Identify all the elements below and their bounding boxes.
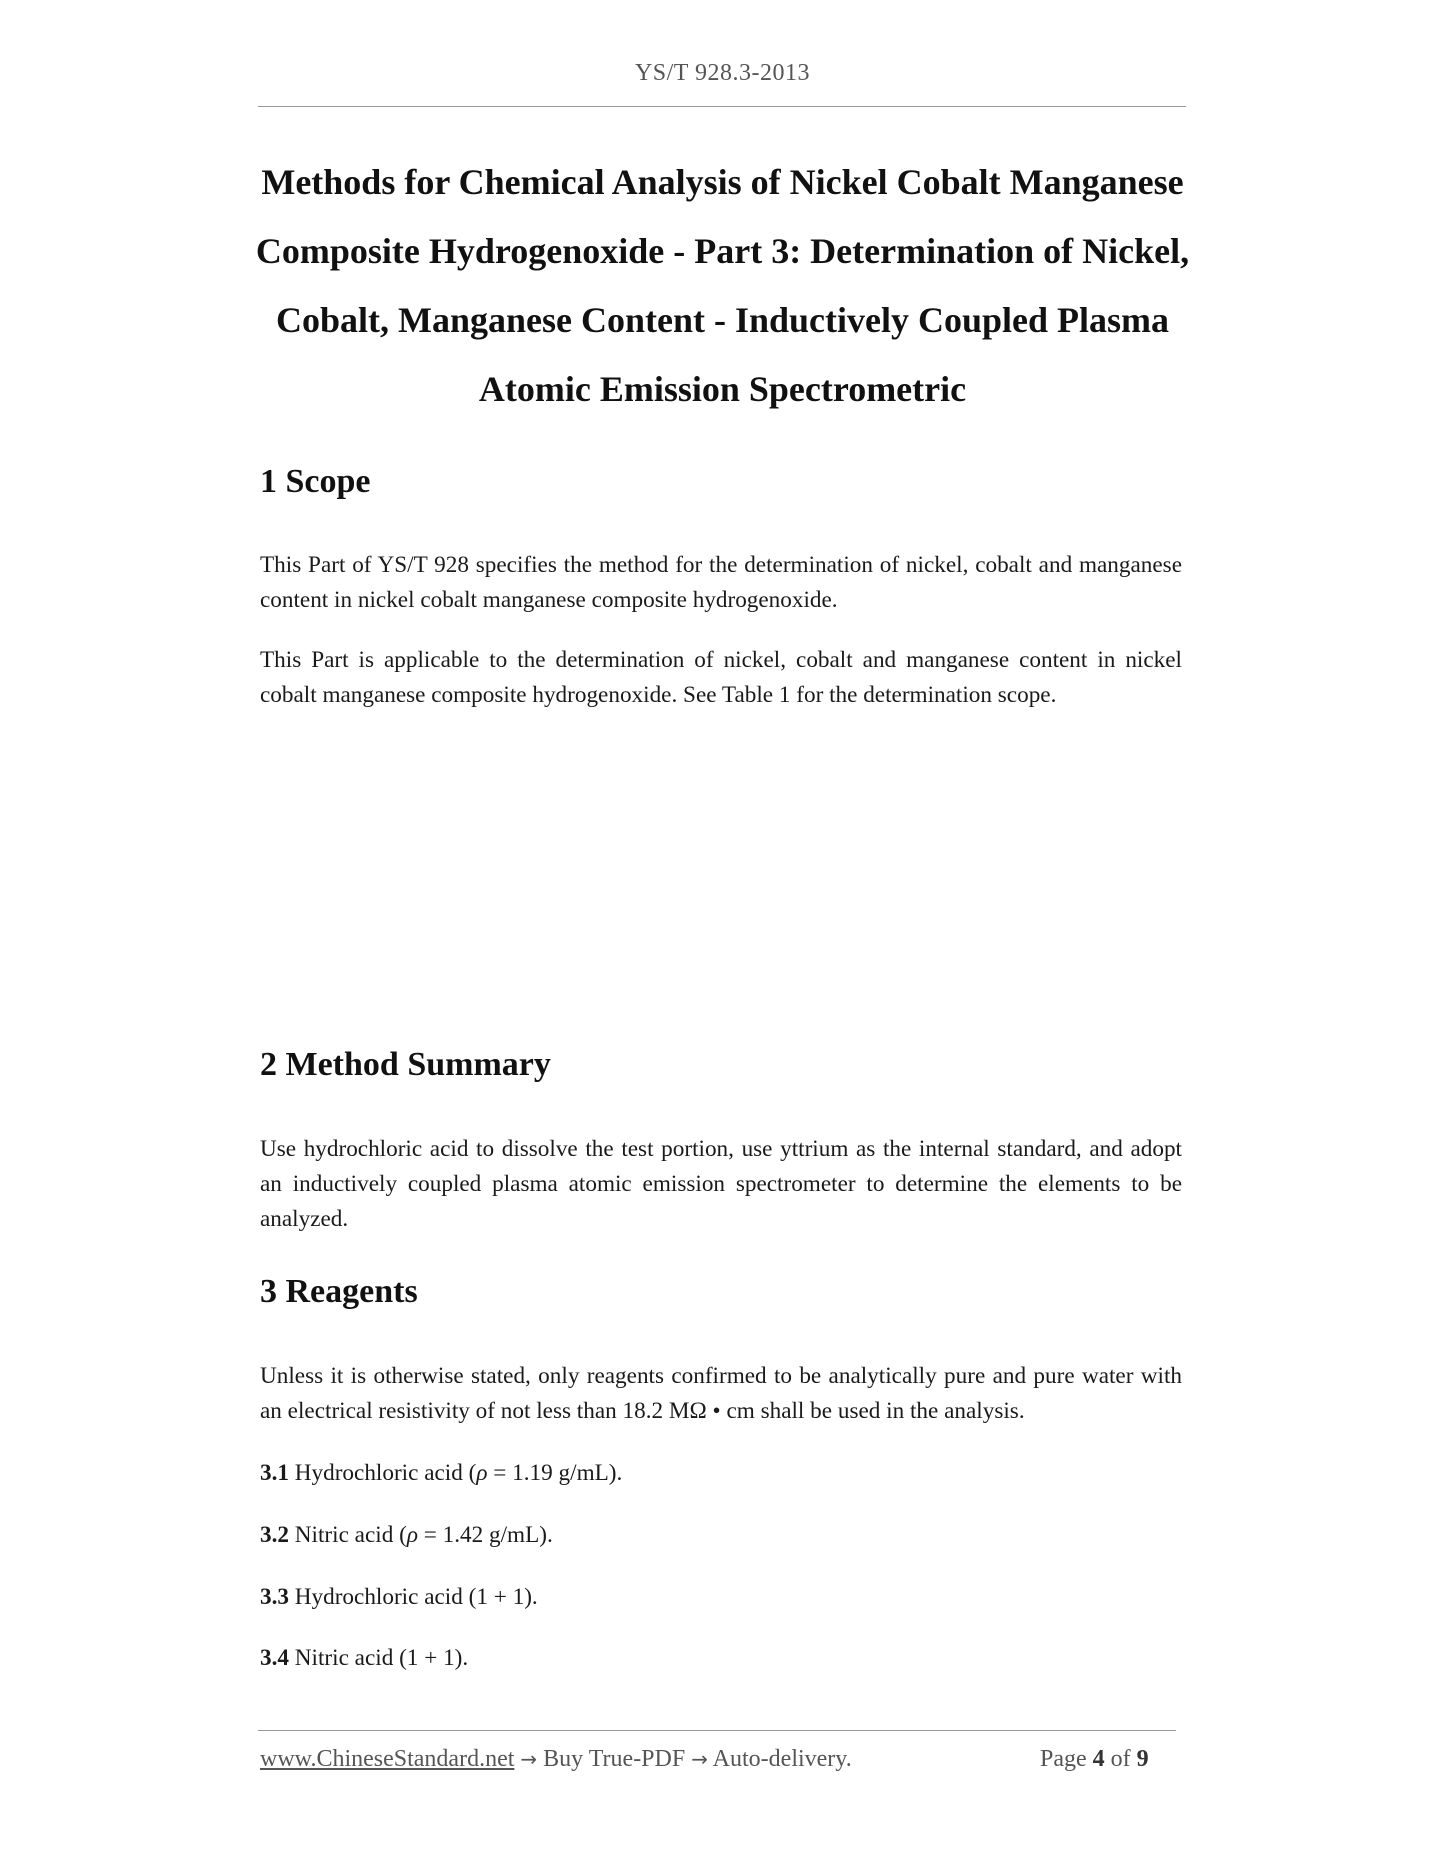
page-total: 9 — [1136, 1746, 1149, 1772]
reagent-number: 3.1 — [260, 1460, 289, 1486]
document-title — [240, 148, 1205, 424]
title-line: Cobalt, Manganese Content - Inductively Coupled Plasma — [275, 300, 1170, 340]
reagent-text-end: = 1.42 g/mL). — [417, 1522, 553, 1548]
reagent-number: 3.2 — [260, 1522, 289, 1548]
reagent-item — [260, 1641, 468, 1676]
reagent-text: Hydrochloric acid ( — [294, 1460, 477, 1486]
reagents-paragraph: Unless it is otherwise stated, only reagents confirmed to be analytically pure and pure water with an electrical resistivity of not less than 18.2 MΩ • cm shall be used in the analysis. — [260, 1363, 1182, 1424]
reagent-number: 3.3 — [260, 1584, 289, 1610]
footer-promo — [260, 1746, 852, 1773]
footer-divider — [258, 1730, 1176, 1731]
section-heading-scope: 1 Scope — [260, 463, 371, 500]
arrow-right-icon: → — [691, 1747, 708, 1771]
scope-paragraph-1: This Part of YS/T 928 specifies the method for the determination of nickel, cobalt and manganese content in nickel cobalt manganese composite hydrogenoxide. — [260, 552, 1182, 613]
of-label: of — [1110, 1746, 1131, 1772]
title-line: Composite Hydrogenoxide - Part 3: Determination of Nickel, — [255, 231, 1190, 271]
rho-symbol: ρ — [476, 1460, 488, 1486]
page-indicator — [1040, 1746, 1149, 1773]
reagent-item — [260, 1518, 553, 1553]
reagent-item — [260, 1456, 622, 1491]
scope-paragraph-2: This Part is applicable to the determination of nickel, cobalt and manganese content in nickel cobalt manganese composite hydrogenoxide. See Table 1 for the determination scope. — [260, 647, 1182, 708]
site-link[interactable]: www.ChineseStandard.net — [260, 1746, 515, 1772]
method-summary-paragraph: Use hydrochloric acid to dissolve the test portion, use yttrium as the internal standard, and adopt an inductively coupled plasma atomic emission spectrometer to determine the elements to be analyzed. — [260, 1136, 1182, 1232]
auto-delivery-text: Auto-delivery. — [712, 1746, 852, 1772]
header-doc-id: YS/T 928.3-2013 — [634, 60, 811, 86]
page-current: 4 — [1092, 1746, 1105, 1772]
reagent-text: Nitric acid (1 + 1). — [294, 1645, 469, 1671]
title-line: Atomic Emission Spectrometric — [478, 369, 967, 409]
rho-symbol: ρ — [406, 1522, 418, 1548]
buy-true-pdf-link[interactable]: Buy True-PDF — [543, 1746, 686, 1772]
reagent-item — [260, 1580, 538, 1615]
header-divider — [258, 106, 1186, 107]
section-heading-reagents: 3 Reagents — [260, 1273, 418, 1310]
reagent-text: Nitric acid ( — [294, 1522, 407, 1548]
title-line: Methods for Chemical Analysis of Nickel Cobalt Manganese — [261, 162, 1184, 202]
page-label: Page — [1040, 1746, 1087, 1772]
reagent-text: Hydrochloric acid (1 + 1). — [294, 1584, 538, 1610]
reagent-text-end: = 1.19 g/mL). — [487, 1460, 623, 1486]
reagent-number: 3.4 — [260, 1645, 289, 1671]
arrow-right-icon: → — [520, 1747, 538, 1771]
section-heading-method-summary: 2 Method Summary — [260, 1046, 551, 1083]
